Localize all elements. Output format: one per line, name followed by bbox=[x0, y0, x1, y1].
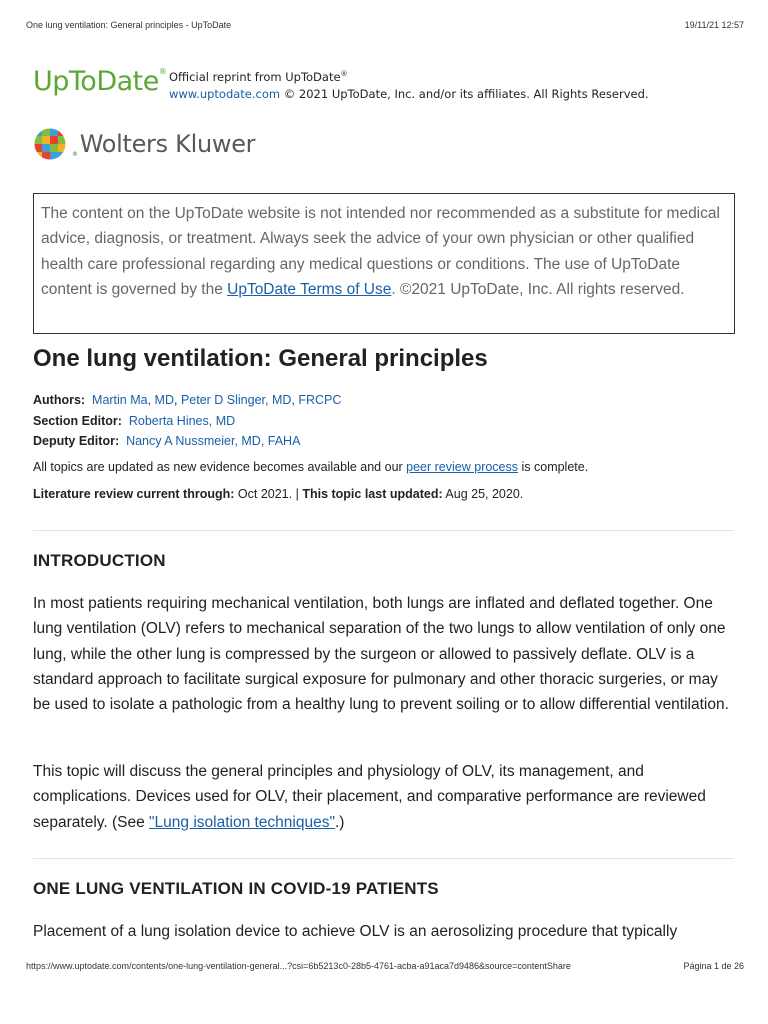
authors-line: Authors: Martin Ma, MD, Peter D Slinger, MD, FRCPC bbox=[33, 393, 342, 407]
lung-isolation-link[interactable]: "Lung isolation techniques" bbox=[149, 813, 335, 831]
covid-paragraph-1: Placement of a lung isolation device to achieve OLV is an aerosolizing procedure that typically bbox=[33, 923, 678, 940]
print-header bbox=[26, 20, 744, 30]
section-editor-line: Section Editor: Roberta Hines, MD bbox=[33, 413, 236, 428]
author-link[interactable]: Martin Ma, MD bbox=[92, 393, 174, 407]
reprint-label: Official reprint from UpToDate bbox=[169, 69, 341, 84]
review-dates: Literature review current through: Oct 2021. | This topic last updated: Aug 25, 2020. bbox=[33, 487, 524, 501]
deputy-editor-line: Deputy Editor: Nancy A Nussmeier, MD, FAHA bbox=[33, 434, 301, 448]
deputy-editor-link[interactable]: Nancy A Nussmeier, MD, FAHA bbox=[126, 434, 301, 448]
brand-row bbox=[33, 66, 649, 103]
uptodate-logo[interactable]: UpToDate® bbox=[33, 66, 167, 97]
print-page-title: One lung ventilation: General principles - UpToDate bbox=[26, 20, 232, 30]
peer-review-link[interactable]: peer review process bbox=[406, 460, 519, 474]
print-datetime: 19/11/21 12:57 bbox=[684, 20, 744, 30]
wolters-kluwer-wordmark: ®Wolters Kluwer bbox=[72, 130, 256, 158]
section-editor-link[interactable]: Roberta Hines, MD bbox=[128, 413, 236, 428]
section-heading-introduction: INTRODUCTION bbox=[33, 551, 166, 570]
intro-paragraph-1: In most patients requiring mechanical ventilation, both lungs are inflated and deflated together. One lung ventilation (OLV) refers to mechanical separation of the two lungs to allow ventilation of only one lung, while the other lung is compressed by the surgeon or allowed to passively deflate. OLV is a standard approach to facilitate surgical exposure for pulmonary and other thoracic surgeries, or may be used to isolate a pathologic from a healthy lung to prevent soiling or to allow differential ventilation. bbox=[33, 595, 729, 714]
section-heading-covid: ONE LUNG VENTILATION IN COVID-19 PATIENTS bbox=[33, 879, 439, 898]
update-note: All topics are updated as new evidence becomes available and our peer review process is complete. bbox=[33, 460, 589, 474]
wolters-kluwer-mark-icon bbox=[34, 128, 66, 160]
section-divider bbox=[33, 858, 734, 859]
print-url: https://www.uptodate.com/contents/one-lung-ventilation-general...?csi=6b5213c0-28b5-4761-acba-a91aca7d9486&source=contentShare bbox=[26, 961, 571, 971]
reprint-notice: Official reprint from UpToDate® www.uptodate.com © 2021 UpToDate, Inc. and/or its affiliates. All Rights Reserved. bbox=[169, 69, 649, 101]
copyright-text: © 2021 UpToDate, Inc. and/or its affiliates. All Rights Reserved. bbox=[283, 86, 649, 101]
author-link[interactable]: Peter D Slinger, MD, FRCPC bbox=[180, 393, 342, 407]
intro-paragraph-2: This topic will discuss the general principles and physiology of OLV, its management, and complications. Devices used for OLV, their placement, and comparative performance are reviewed separately. (See "Lung isolation techniques".) bbox=[33, 763, 706, 831]
section-divider bbox=[33, 530, 734, 531]
disclaimer-box: The content on the UpToDate website is not intended nor recommended as a substitute for medical advice, diagnosis, or treatment. Always seek the advice of your own physician or other qualified health care professional regarding any medical questions or conditions. The use of UpToDate content is governed by the UpToDate Terms of Use. ©2021 UpToDate, Inc. All rights reserved. bbox=[33, 193, 735, 334]
article-title: One lung ventilation: General principles bbox=[33, 345, 488, 372]
print-page-number: Página 1 de 26 bbox=[683, 961, 744, 971]
terms-of-use-link[interactable]: UpToDate Terms of Use bbox=[227, 280, 392, 298]
print-footer bbox=[26, 961, 744, 971]
uptodate-site-link[interactable]: www.uptodate.com bbox=[169, 86, 281, 101]
wolters-kluwer-logo bbox=[34, 128, 255, 160]
article-credits bbox=[33, 390, 341, 452]
